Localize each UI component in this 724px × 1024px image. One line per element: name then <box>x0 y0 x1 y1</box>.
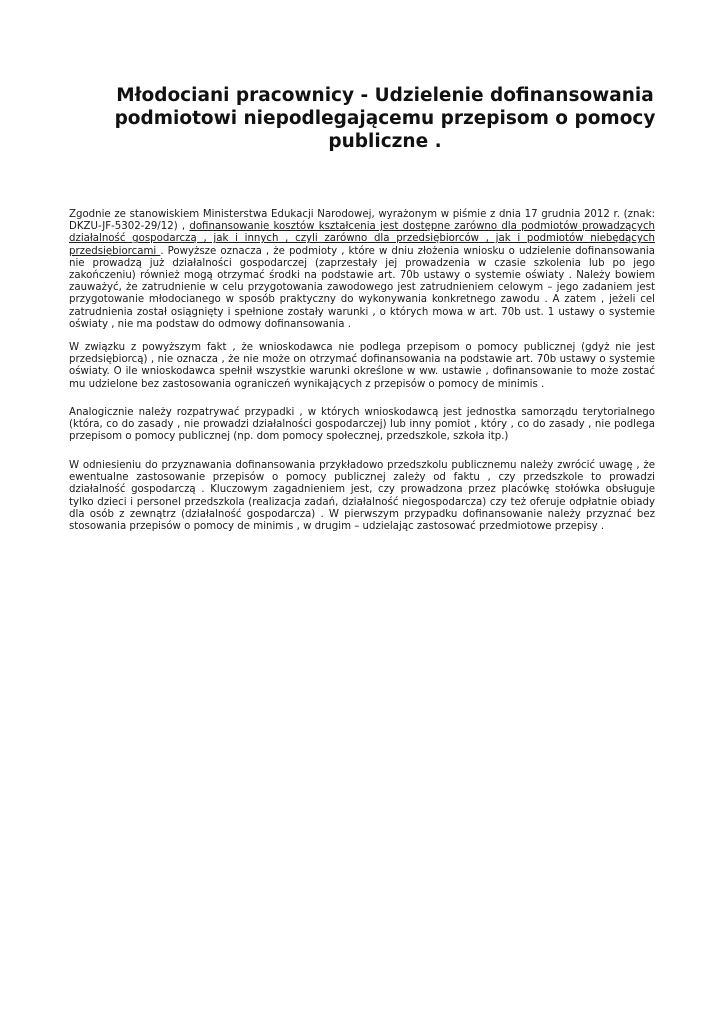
paragraph-1-underlined-text: dofinansowanie kosztów kształcenia jest dostępne zarówno dla podmiotów prowadzących działalność gospodarczą , jak i innych , czyli zarówno dla przedsiębiorców , jak i podmiotów niebędących przedsiębiorcami <box>69 221 655 257</box>
paragraph-1 <box>69 209 655 331</box>
paragraph-3: Analogicznie należy rozpatrywać przypadki , w których wnioskodawcą jest jednostka samorządu terytorialnego (która, co do zasady , nie prowadzi działalności gospodarczej) lub inny pomiot , który , co do zasady , nie podlega przepisom o pomocy publicznej (np. dom pomocy społecznej, przedszkole, szkoła itp.) <box>69 407 655 443</box>
paragraph-2: W związku z powyższym fakt , że wnioskodawca nie podlega przepisom o pomocy publicznej (gdyż nie jest przedsiębiorcą) , nie oznacza , że nie może on otrzymać dofinansowania na podstawie art. 70b ustawy o systemie oświaty. O ile wnioskodawca spełnił wszystkie warunki określone w ww. ustawie , dofinansowanie to może zostać mu udzielone bez zastosowania ograniczeń wynikających z przepisów o pomocy de minimis . <box>69 342 655 390</box>
paragraph-1-continuation: . Powyższe oznacza , że podmioty , które w dniu złożenia wniosku o udzielenie dofinansowania nie prowadzą już działalności gospodarczej (zaprzestały jej prowadzenia w czasie szkolenia lub po jego zakończeniu) również mogą otrzymać środki na podstawie art. 70b ustawy o systemie oświaty . Należy bowiem zauważyć, że zatrudnienie w celu przygotowania zawodowego jest zatrudnieniem celowym – jego zadaniem jest przygotowanie młodocianego w sposób praktyczny do wykonywania konkretnego zawodu . A zatem , jeżeli cel zatrudnienia został osiągnięty i spełnione zostały warunki , o których mowa w art. 70b ust. 1 ustawy o systemie oświaty , nie ma podstaw do odmowy dofinansowania . <box>69 245 655 330</box>
paragraph-1-intro: Zgodnie ze stanowiskiem Ministerstwa Edukacji Narodowej, wyrażonym w piśmie z dnia 17 grudnia 2012 r. (znak: DKZU-JF-5302-29/12) , <box>69 209 655 233</box>
document-title: Młodociani pracownicy - Udzielenie dofinansowania podmiotowi niepodlegającemu przepisom o pomocy publiczne . <box>114 85 656 152</box>
paragraph-4: W odniesieniu do przyznawania dofinansowania przykładowo przedszkolu publicznemu należy zwrócić uwagę , że ewentualne zastosowanie przepisów o pomocy publicznej zależy od faktu , czy przedszkole to prowadzi działalność gospodarczą . Kluczowym zagadnieniem jest, czy prowadzona przez placówkę stołówka obsługuje tylko dzieci i personel przedszkola (realizacja zadań, działalność niegospodarcza) czy też oferuje odpłatnie obiady dla osób z zewnątrz (działalność gospodarcza) . W pierwszym przypadku dofinansowanie należy przyznać bez stosowania przepisów o pomocy de minimis , w drugim – udzielając zastosować przedmiotowe przepisy . <box>69 460 655 533</box>
